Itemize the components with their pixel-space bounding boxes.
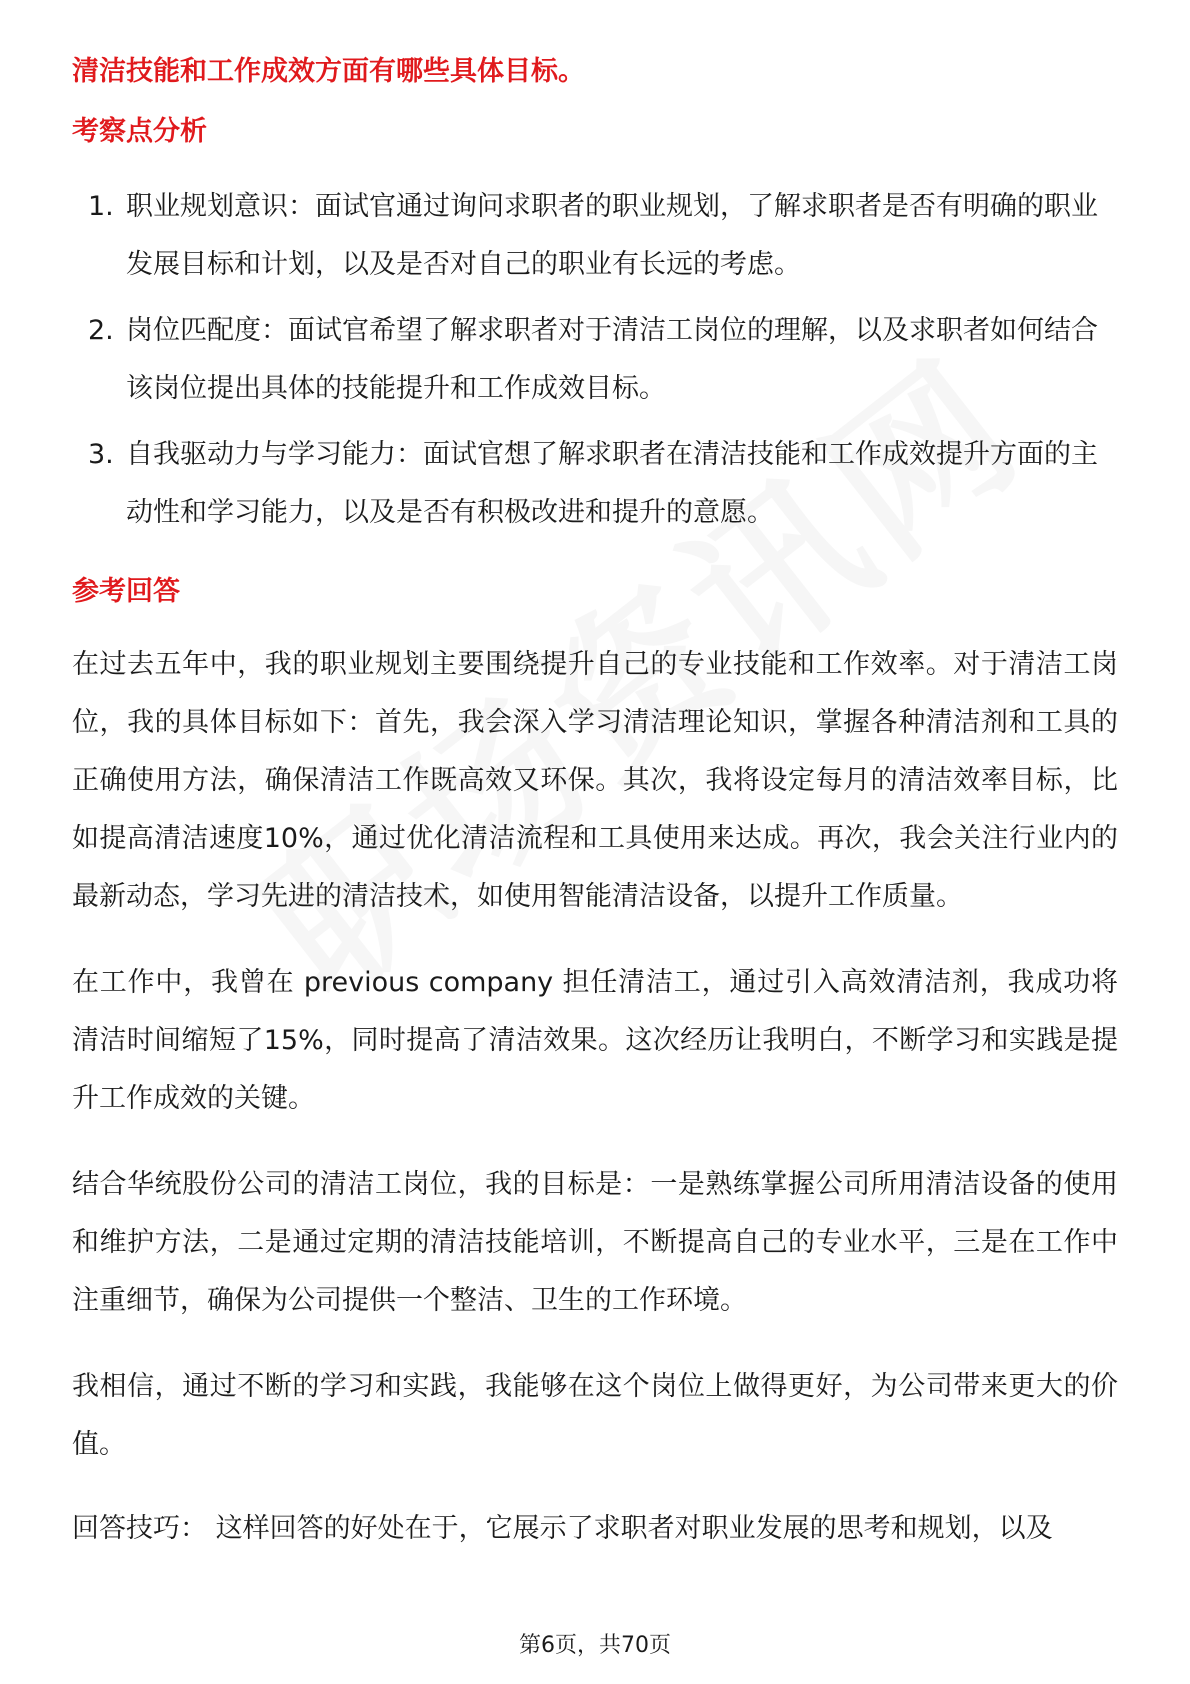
point-text: 岗位匹配度：面试官希望了解求职者对于清洁工岗位的理解，以及求职者如何结合该岗位提出具体的技能提升和工作成效目标。 [126, 315, 1098, 404]
answer-paragraph: 结合华统股份公司的清洁工岗位，我的目标是：一是熟练掌握公司所用清洁设备的使用和维护方法，二是通过定期的清洁技能培训，不断提高自己的专业水平，三是在工作中注重细节，确保为公司提供一个整洁、卫生的工作环境。 [72, 1169, 1118, 1316]
point-text: 自我驱动力与学习能力：面试官想了解求职者在清洁技能和工作成效提升方面的主动性和学习能力，以及是否有积极改进和提升的意愿。 [126, 439, 1098, 528]
answer-paragraph: 我相信，通过不断的学习和实践，我能够在这个岗位上做得更好，为公司带来更大的价值。 [72, 1371, 1118, 1460]
answer-paragraph: 在过去五年中，我的职业规划主要围绕提升自己的专业技能和工作效率。对于清洁工岗位，我的具体目标如下：首先，我会深入学习清洁理论知识，掌握各种清洁剂和工具的正确使用方法，确保清洁工作既高效又环保。其次，我将设定每月的清洁效率目标，比如提高清洁速度10%，通过优化清洁流程和工具使用来达成。再次，我会关注行业内的最新动态，学习先进的清洁技术，如使用智能清洁设备，以提升工作质量。 [72, 649, 1118, 912]
point-number: 1. [88, 191, 114, 222]
analysis-point [72, 426, 1118, 542]
answer-paragraph: 在工作中，我曾在 previous company 担任清洁工，通过引入高效清洁剂，我成功将清洁时间缩短了15%，同时提高了清洁效果。这次经历让我明白，不断学习和实践是提升工作成效的关键。 [72, 967, 1118, 1114]
page-number-footer: 第6页，共70页 [519, 1633, 671, 1658]
point-number: 2. [88, 315, 114, 346]
point-text: 职业规划意识：面试官通过询问求职者的职业规划，了解求职者是否有明确的职业发展目标和计划，以及是否对自己的职业有长远的考虑。 [126, 191, 1098, 280]
analysis-point [72, 178, 1118, 294]
analysis-heading: 考察点分析 [72, 116, 207, 147]
point-number: 3. [88, 439, 114, 470]
analysis-points-list [72, 178, 1118, 542]
page-content [72, 50, 1118, 1558]
question-title: 清洁技能和工作成效方面有哪些具体目标。 [72, 56, 585, 87]
answer-tips: 回答技巧： 这样回答的好处在于，它展示了求职者对职业发展的思考和规划，以及 [72, 1513, 1053, 1544]
analysis-point [72, 302, 1118, 418]
answer-heading: 参考回答 [72, 576, 180, 607]
